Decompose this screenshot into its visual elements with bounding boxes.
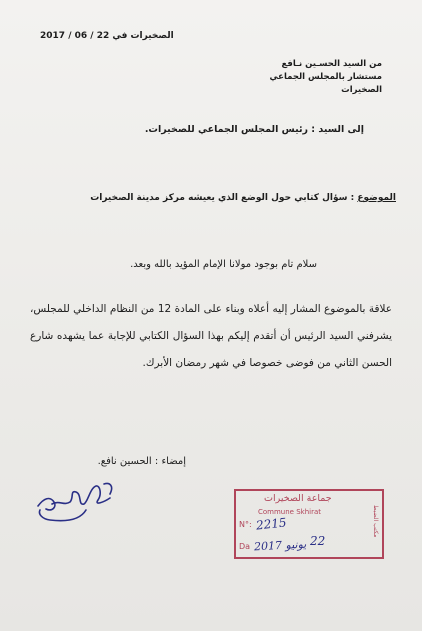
stamp-handwritten-day: 22 (310, 534, 326, 548)
sender-block (270, 58, 382, 97)
sender-line: من السيد الحسـين نـافع (281, 59, 382, 69)
stamp-commune-name: جماعة الصخيرات (264, 493, 332, 504)
stamp-side-text: مكتب الضبط (372, 505, 379, 538)
signature-label: إمضاء : الحسين نافع. (97, 456, 186, 467)
letter-body: علاقة بالموضوع المشار إليه أعلاه وبناء على المادة 12 من النظام الداخلي للمجلس، يشرفني السيد الرئيس أن أتقدم إليكم بهذا السؤال الكتابي للإجابة عما يشهده شارع الحسن الثاني من فوضى خصوصا في شهر رمضان الأبرك. (30, 303, 393, 369)
stamp-number-label: N°: (239, 520, 252, 529)
subject-line (90, 193, 396, 203)
stamp-commune-latin: Commune Skhirat (258, 508, 322, 516)
registration-stamp (234, 489, 384, 559)
stamp-handwritten-number: 2215 (255, 515, 288, 533)
letter-date: الصخيرات في 22 / 06 / 2017 (40, 31, 174, 41)
recipient-line: إلى السيد : رئيس المجلس الجماعي للصخيرات. (144, 124, 364, 135)
handwritten-signature (30, 476, 140, 526)
stamp-date-label: Da (239, 542, 251, 551)
subject-text: : سؤال كتابي حول الوضع الذي يعيشه مركز مدينة الصخيرات (90, 193, 355, 203)
sender-line: مستشار بالمجلس الجماعي (269, 72, 382, 82)
stamp-handwritten-date: 2017 يونيو (253, 537, 307, 554)
greeting-line: سلام تام بوجود مولانا الإمام المؤيد بالله وبعد. (130, 259, 317, 270)
sender-line: الصخيرات (341, 85, 382, 95)
subject-label: الموضوع (357, 193, 396, 203)
